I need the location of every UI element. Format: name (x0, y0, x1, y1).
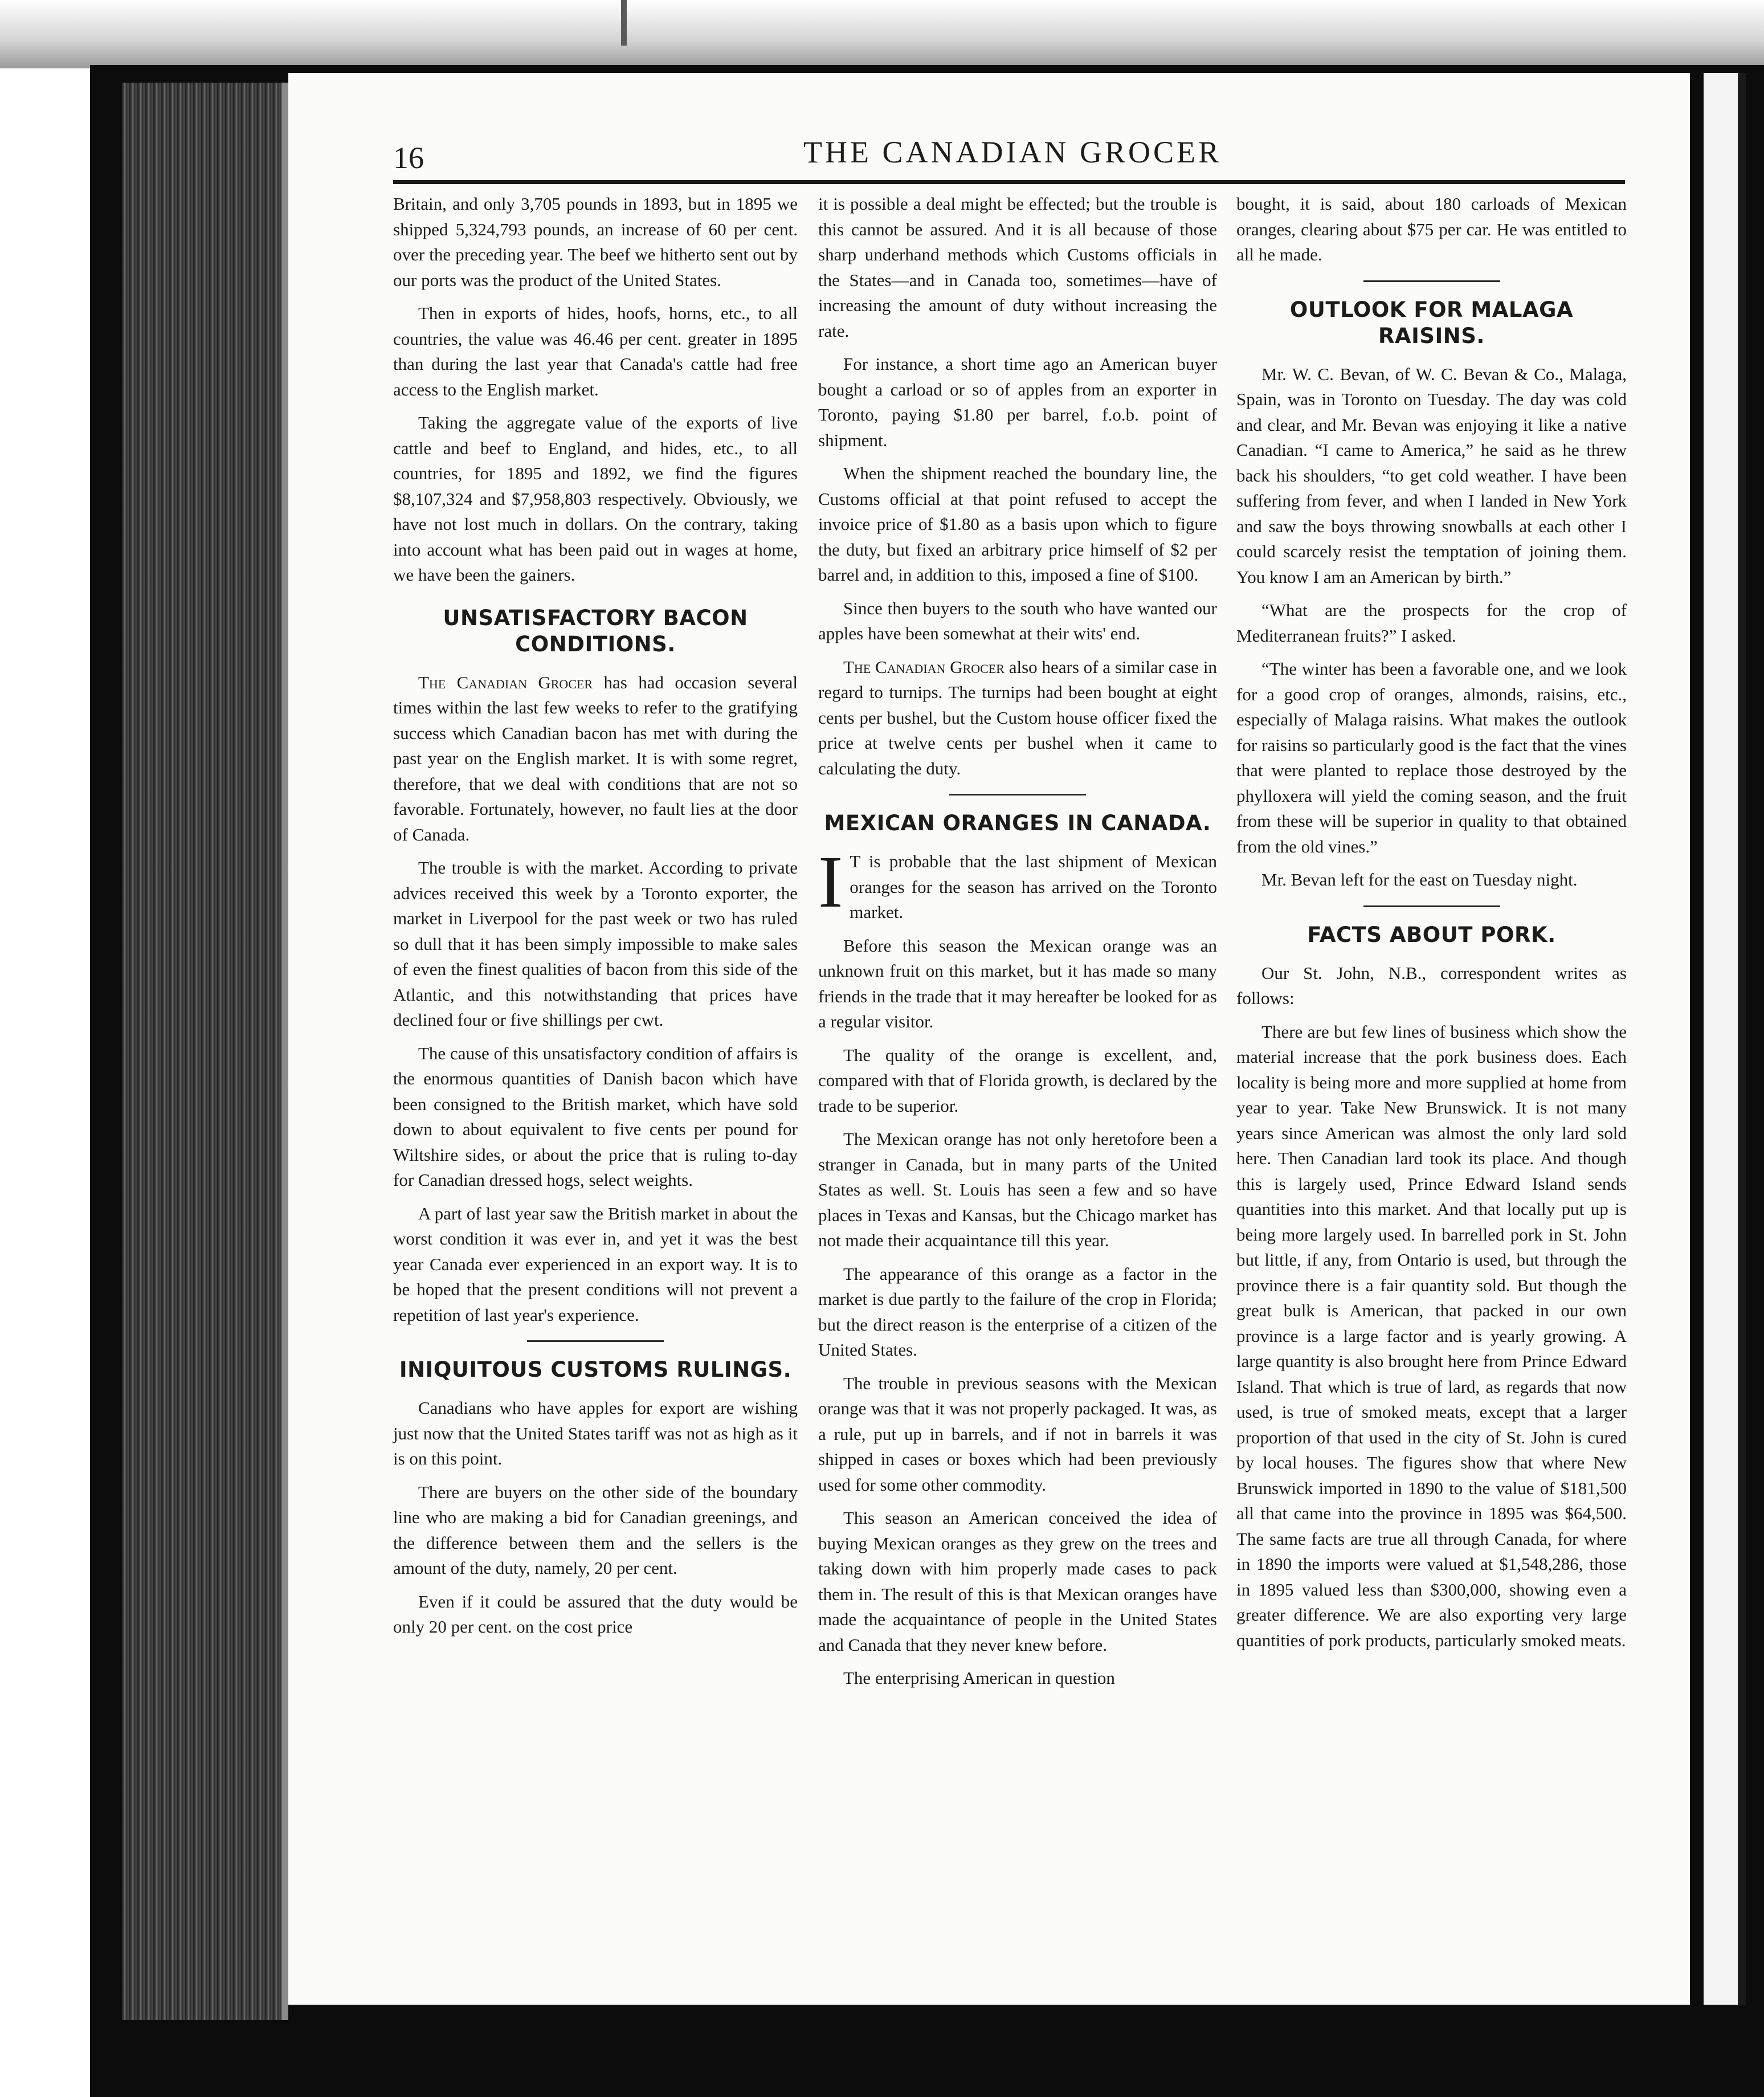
article-paragraph: Even if it could be assured that the duty would be only 20 per cent. on the cost price (393, 1591, 798, 1637)
publication-name-smallcaps: The Canadian Grocer (843, 656, 1004, 677)
scan-background (0, 0, 1764, 68)
article-paragraph: This season an American conceived the idea of buying Mexican oranges as they grew on the trees and taking down with him properly made cases to pack them in. The result of this is that Mexican oranges have made the acquaintance of people in the United States and Canada that they never knew before. (818, 1508, 1217, 1655)
heading-malaga: OUTLOOK FOR MALAGA RAISINS. (1289, 297, 1574, 348)
paragraph-text: T is probable that the last shipment of Mexican oranges for the season has arrived on the Toronto market. (850, 851, 1217, 922)
article-paragraph (393, 670, 798, 848)
publication-name-smallcaps: The Canadian Grocer (418, 672, 593, 692)
article-paragraph: The trouble in previous seasons with the Mexican orange was that it was not properly packaged. It was, as a rule, put up in barrels, and if not in barrels it was shipped in cases or boxes which had been previously used for some other commodity. (818, 1373, 1217, 1495)
heading-bacon: UNSATISFACTORY BACON CONDITIONS. (443, 605, 748, 656)
article-paragraph: Mr. W. C. Bevan, of W. C. Bevan & Co., Malaga, Spain, was in Toronto on Tuesday. The day was cold and clear, and Mr. Bevan was enjoying it like a native Canadian. “I came to America,” he said as he threw back his shoulders, “to get cold weather. I have been suffering from fever, and when I landed in New York and saw the boys throwing snowballs at each other I could scarcely resist the temptation of joining them. You know I am an American by birth.” (1236, 364, 1627, 587)
section-separator (527, 1340, 664, 1342)
binding-tie (621, 0, 627, 46)
section-separator (1363, 280, 1500, 282)
heading-customs: INIQUITOUS CUSTOMS RULINGS. (399, 1357, 792, 1382)
article-paragraph: The appearance of this orange as a factor in the market is due partly to the failure of the crop in Florida; but the direct reason is the enterprise of a citizen of the United States. (818, 1263, 1217, 1360)
section-separator (1363, 905, 1500, 907)
facing-page-border (1738, 73, 1746, 2005)
article-paragraph: There are but few lines of business which show the material increase that the pork business does. Each locality is being more and more supplied at home from year to year. Take New Brunswick. It is not many years since American was almost the only lard sold here. Then Canadian lard took its place. And though this is largely used, Prince Edward Island sends quantities into this market. And that locally put up is being more largely used. In barrelled pork in St. John but little, if any, from Ontario is used, but through the province there is a fair quantity sold. But though the great bulk is American, that packed in our own province is a large factor and is yearly growing. A large quantity is also brought here from Prince Edward Island. That which is true of lard, as regards that now used, is true of smoked meats, except that a larger proportion of that used in the city of St. John is cured by local houses. The figures show that where New Brunswick imported in 1890 to the value of $181,500 all that came into the province in 1895 was $64,500. The same facts are true all through Canada, for where in 1890 the imports were valued at $1,548,286, those in 1895 valued less than $300,000, showing even a greater difference. We are also exporting very large quantities of pork products, particularly smoked meats. (1236, 1021, 1627, 1650)
drop-cap: I (818, 841, 843, 923)
publication-title: THE CANADIAN GROCER (803, 135, 1222, 169)
page-number: 16 (393, 141, 424, 175)
article-paragraph: Britain, and only 3,705 pounds in 1893, but in 1895 we shipped 5,324,793 pounds, an increase of 60 per cent. over the preceding year. The beef we hitherto sent out by our ports was the product of the United States. (393, 194, 798, 290)
article-paragraph: Mr. Bevan left for the east on Tuesday night. (1261, 870, 1578, 890)
article-paragraph: The trouble is with the market. According to private advices received this week by a Toronto exporter, the market in Liverpool for the past week or two has ruled so dull that it has been simply impossible to make sales of even the finest qualities of bacon from this side of the Atlantic, and this notwithstanding that prices have declined four or five shillings per cwt. (393, 858, 798, 1030)
article-paragraph: Canadians who have apples for export are wishing just now that the United States tariff was not as high as it is on this point. (393, 1398, 798, 1468)
article-paragraph: A part of last year saw the British market in about the worst condition it was ever in, and yet it was the best year Canada ever experienced in an export way. It is to be hoped that the present conditions will not prevent a repetition of last year's experience. (393, 1203, 798, 1325)
article-paragraph: “The winter has been a favorable one, and we look for a good crop of oranges, almonds, raisins, etc., especially of Malaga raisins. What makes the outlook for raisins so particularly good is the fact that the vines that were planted to replace those destroyed by the phylloxera will yield the coming season, and the fruit from these will be superior in quality to that obtained from the old vines.” (1236, 659, 1627, 856)
article-paragraph: Taking the aggregate value of the exports of live cattle and beef to England, and hides, etc., to all countries, for 1895 and 1892, we find the figures $8,107,324 and $7,958,803 respectively. Obviously, we have not lost much in dollars. On the contrary, taking into account what has been paid out in wages at home, we have been the gainers. (393, 413, 798, 585)
header-rule (393, 180, 1625, 184)
section-separator (949, 794, 1086, 795)
article-paragraph (818, 841, 1217, 925)
article-paragraph: Since then buyers to the south who have wanted our apples have been somewhat at their wits' end. (818, 598, 1217, 643)
heading-oranges: MEXICAN ORANGES IN CANADA. (824, 811, 1211, 835)
article-paragraph: Then in exports of hides, hoofs, horns, etc., to all countries, the value was 46.46 per cent. greater in 1895 than during the last year that Canada's cattle had free access to the English market. (393, 303, 798, 399)
paragraph-text: has had occasion several times within the last few weeks to refer to the gratifying success which Canadian bacon has met with during the past year on the English market. It is with some regret, therefore, that we deal with conditions that are not so favorable. Fortunately, however, no fault lies at the door of Canada. (393, 672, 798, 844)
heading-pork: FACTS ABOUT PORK. (1307, 922, 1556, 947)
article-paragraph (818, 655, 1217, 782)
column-3 (1236, 191, 1627, 1661)
article-paragraph: it is possible a deal might be effected; but the trouble is this cannot be assured. And it is all because of those sharp underhand methods which Customs officials in the States—and in Canada too, sometimes—have of increasing the amount of duty without increasing the rate. (818, 194, 1217, 341)
article-paragraph: There are buyers on the other side of the boundary line who are making a bid for Canadian greenings, and the difference between them and the sellers is the amount of the duty, namely, 20 per cent. (393, 1482, 798, 1578)
article-paragraph: “What are the prospects for the crop of Mediterranean fruits?” I asked. (1236, 600, 1627, 646)
page-edge (281, 83, 288, 2020)
article-paragraph: The Mexican orange has not only heretofore been a stranger in Canada, but in many parts of the United States as well. St. Louis has seen a few and so have places in Texas and Kansas, but the Chicago market has not made their acquaintance till this year. (818, 1129, 1217, 1250)
article-paragraph: The cause of this unsatisfactory condition of affairs is the enormous quantities of Danish bacon which have been consigned to the British market, which have sold down to about equivalent to five cents per pound for Wiltshire sides, or about the price that is ruling to-day for Canadian dressed hogs, select weights. (393, 1043, 798, 1190)
facing-page-edge (1704, 73, 1738, 2005)
article-paragraph: bought, it is said, about 180 carloads of Mexican oranges, clearing about $75 per car. He was entitled to all he made. (1236, 194, 1627, 264)
article-paragraph: When the shipment reached the boundary line, the Customs official at that point refused to accept the invoice price of $1.80 as a basis upon which to figure the duty, but fixed an arbitrary price himself of $2 per barrel and, in addition to this, imposed a fine of $100. (818, 463, 1217, 585)
article-paragraph: The quality of the orange is excellent, and, compared with that of Florida growth, is declared by the trade to be superior. (818, 1045, 1217, 1116)
article-paragraph: Before this season the Mexican orange was an unknown fruit on this market, but it has made so many friends in the trade that it may hereafter be looked for as a regular visitor. (818, 935, 1217, 1031)
article-paragraph: Our St. John, N.B., correspondent writes as follows: (1236, 962, 1627, 1008)
column-2 (818, 191, 1217, 1699)
paragraph-text: also hears of a similar case in regard to turnips. The turnips had been bought at eight cents per bushel, but the Custom house officer fixed the price at twelve cents per bushel when it came to calculating the duty. (818, 656, 1218, 778)
book-spine (122, 83, 281, 2020)
column-1 (393, 191, 798, 1648)
article-paragraph: The enterprising American in question (843, 1668, 1115, 1688)
article-paragraph: For instance, a short time ago an American buyer bought a carload or so of apples from an exporter in Toronto, paying $1.80 per barrel, f.o.b. point of shipment. (818, 354, 1217, 450)
